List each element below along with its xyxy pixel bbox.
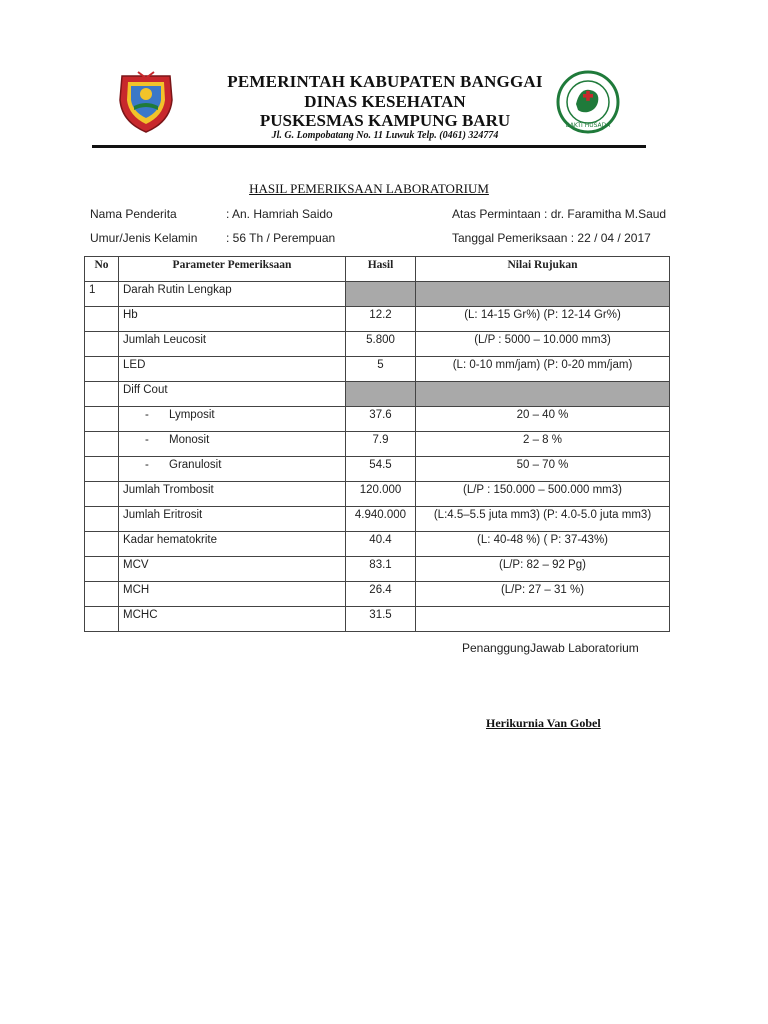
row-reference: 20 – 40 % [416, 407, 670, 432]
row-reference: (L:4.5–5.5 juta mm3) (P: 4.0-5.0 juta mm3) [416, 507, 670, 532]
row-no [85, 407, 119, 432]
row-parameter-label: Lymposit [169, 409, 215, 421]
row-parameter: Jumlah Leucosit [119, 332, 346, 357]
row-no [85, 307, 119, 332]
row-parameter-label: Granulosit [169, 459, 222, 471]
bullet-dash: - [145, 434, 149, 446]
row-no [85, 332, 119, 357]
row-result: 5.800 [346, 332, 416, 357]
row-result: 4.940.000 [346, 507, 416, 532]
table-row [85, 307, 670, 332]
row-no [85, 482, 119, 507]
row-reference: (L/P: 27 – 31 %) [416, 582, 670, 607]
col-header-result: Hasil [346, 257, 416, 282]
row-parameter: Hb [119, 307, 346, 332]
header-address: Jl. G. Lompobatang No. 11 Luwuk Telp. (0461) 324774 [271, 130, 499, 141]
row-reference: (L: 14-15 Gr%) (P: 12-14 Gr%) [416, 307, 670, 332]
row-no [85, 457, 119, 482]
row-parameter: LED [119, 357, 346, 382]
row-result: 12.2 [346, 307, 416, 332]
row-result: 37.6 [346, 407, 416, 432]
row-no [85, 507, 119, 532]
patient-age-value: : 56 Th / Perempuan [226, 231, 336, 245]
bullet-dash: - [145, 409, 149, 421]
row-parameter: MCHC [119, 607, 346, 632]
table-row [85, 607, 670, 632]
header-government: PEMERINTAH KABUPATEN BANGGAI [227, 72, 543, 91]
col-header-parameter: Parameter Pemeriksaan [119, 257, 346, 282]
row-parameter: Darah Rutin Lengkap [119, 282, 346, 307]
row-reference: (L/P: 82 – 92 Pg) [416, 557, 670, 582]
row-parameter: MCH [119, 582, 346, 607]
table-row [85, 582, 670, 607]
table-row [85, 457, 670, 482]
table-row [85, 407, 670, 432]
row-no [85, 607, 119, 632]
row-parameter [119, 457, 346, 482]
row-parameter [119, 407, 346, 432]
row-parameter: Jumlah Eritrosit [119, 507, 346, 532]
row-result: 83.1 [346, 557, 416, 582]
row-no [85, 382, 119, 407]
row-result: 5 [346, 357, 416, 382]
row-parameter: Kadar hematokrite [119, 532, 346, 557]
exam-date: Tanggal Pemeriksaan : 22 / 04 / 2017 [452, 231, 651, 245]
row-reference: (L: 0-10 mm/jam) (P: 0-20 mm/jam) [416, 357, 670, 382]
row-no [85, 532, 119, 557]
row-result: 54.5 [346, 457, 416, 482]
report-title: HASIL PEMERIKSAAN LABORATORIUM [249, 181, 489, 196]
header-department: DINAS KESEHATAN [304, 92, 466, 111]
row-no [85, 582, 119, 607]
row-reference: (L/P : 5000 – 10.000 mm3) [416, 332, 670, 357]
row-result: 120.000 [346, 482, 416, 507]
row-parameter: Jumlah Trombosit [119, 482, 346, 507]
table-row [85, 357, 670, 382]
row-reference: 2 – 8 % [416, 432, 670, 457]
patient-age-label: Umur/Jenis Kelamin [90, 231, 198, 245]
row-reference: (L/P : 150.000 – 500.000 mm3) [416, 482, 670, 507]
row-result: 40.4 [346, 532, 416, 557]
header-divider [92, 145, 646, 148]
logo-right-caption: BAKTI HUSADA [565, 122, 611, 129]
row-no [85, 557, 119, 582]
table-row [85, 507, 670, 532]
row-reference: 50 – 70 % [416, 457, 670, 482]
row-result [346, 282, 416, 307]
table-row [85, 382, 670, 407]
row-no [85, 357, 119, 382]
row-result [346, 382, 416, 407]
col-header-no: No [85, 257, 119, 282]
lab-results-table [84, 256, 670, 632]
bakti-husada-logo [556, 70, 620, 134]
row-reference [416, 282, 670, 307]
header-clinic: PUSKESMAS KAMPUNG BARU [259, 111, 511, 130]
patient-name-value: : An. Hamriah Saido [226, 207, 333, 221]
row-parameter: MCV [119, 557, 346, 582]
row-no [85, 432, 119, 457]
signature-name: Herikurnia Van Gobel [486, 716, 601, 730]
row-parameter: Diff Cout [119, 382, 346, 407]
table-row [85, 332, 670, 357]
row-parameter-label: Monosit [169, 434, 210, 446]
table-row [85, 282, 670, 307]
table-row [85, 532, 670, 557]
table-header-row [85, 257, 670, 282]
signature-label: PenanggungJawab Laboratorium [462, 641, 639, 655]
col-header-reference: Nilai Rujukan [416, 257, 670, 282]
patient-name-label: Nama Penderita [90, 207, 177, 221]
table-row [85, 432, 670, 457]
row-reference: (L: 40-48 %) ( P: 37-43%) [416, 532, 670, 557]
table-row [85, 557, 670, 582]
row-result: 26.4 [346, 582, 416, 607]
row-result: 31.5 [346, 607, 416, 632]
row-no: 1 [85, 282, 119, 307]
row-parameter [119, 432, 346, 457]
row-result: 7.9 [346, 432, 416, 457]
requested-by: Atas Permintaan : dr. Faramitha M.Saud [452, 207, 667, 221]
banggai-crest-logo [116, 70, 176, 134]
row-reference [416, 607, 670, 632]
table-row [85, 482, 670, 507]
row-reference [416, 382, 670, 407]
bullet-dash: - [145, 459, 149, 471]
